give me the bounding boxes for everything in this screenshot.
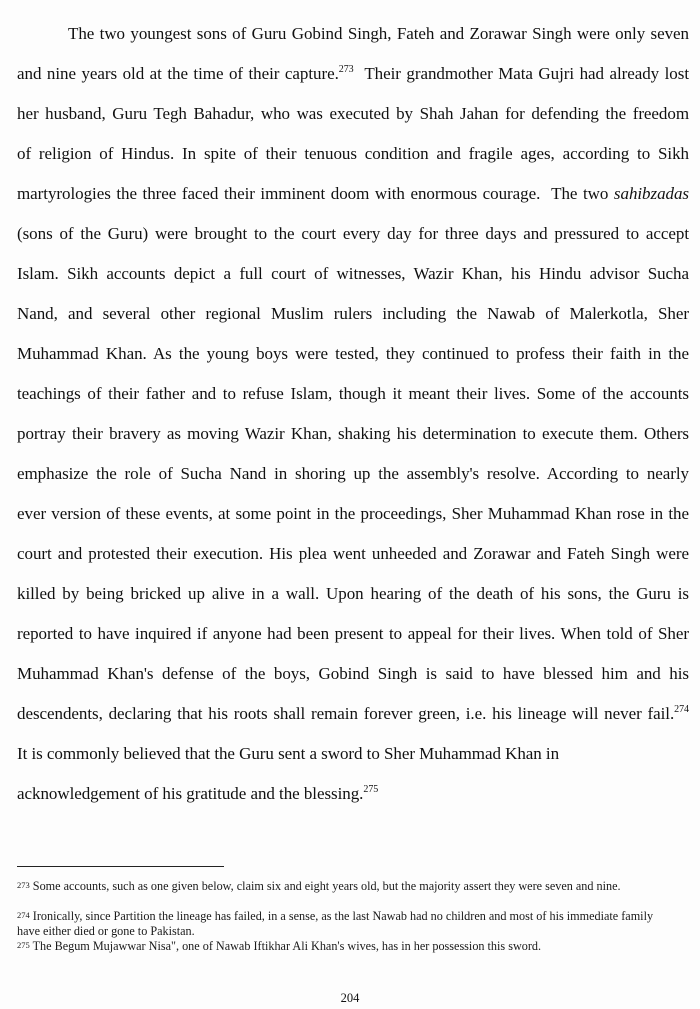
body-line-12 [17, 464, 689, 484]
footnote-ref-273[interactable]: 273 [338, 64, 354, 75]
footnote-275 [17, 938, 677, 954]
footnote-separator [17, 866, 224, 867]
line-text: ever version of these events, at some point in the proceedings, Sher Muhammad Khan rose in the [17, 504, 689, 523]
footnote-ref-274[interactable]: 274 [674, 704, 689, 715]
line-text: teachings of their father and to refuse Islam, though it meant their lives. Some of the accounts [17, 384, 689, 403]
footnote-number: 275 [17, 940, 30, 950]
line-text: killed by being bricked up alive in a wall. Upon hearing of the death of his sons, the Guru is [17, 584, 689, 603]
body-line-20 [17, 784, 689, 804]
line-text: Muhammad Khan's defense of the boys, Gobind Singh is said to have blessed him and his [17, 664, 689, 683]
body-line-3 [17, 104, 689, 124]
body-line-5 [17, 184, 689, 204]
line-text: reported to have inquired if anyone had been present to appeal for their lives. When told of Sher [17, 624, 689, 643]
body-line-11 [17, 424, 689, 444]
line-text: court and protested their execution. His plea went unheeded and Zorawar and Fateh Singh were [17, 544, 689, 563]
line-text: portray their bravery as moving Wazir Khan, shaking his determination to execute them. Others [17, 424, 689, 443]
body-line-14 [17, 544, 689, 564]
line-text: of religion of Hindus. In spite of their tenuous condition and fragile ages, according to Sikh [17, 144, 689, 163]
line-text: martyrologies the three faced their imminent doom with enormous courage. The two [17, 184, 614, 203]
line-text: descendents, declaring that his roots shall remain forever green, i.e. his lineage will never fail. [17, 704, 675, 723]
footnote-274 [17, 908, 677, 939]
body-line-2 [17, 64, 689, 84]
line-text: (sons of the Guru) were brought to the court every day for three days and pressured to accept [17, 224, 689, 243]
body-line-7 [17, 264, 689, 284]
footnote-ref-275[interactable]: 275 [363, 784, 379, 795]
body-line-19 [17, 744, 689, 764]
footnote-number: 274 [17, 910, 30, 920]
line-text: Muhammad Khan. As the young boys were tested, they continued to profess their faith in the [17, 344, 689, 363]
line-text: her husband, Guru Tegh Bahadur, who was executed by Shah Jahan for defending the freedom [17, 104, 689, 123]
body-line-6 [17, 224, 689, 244]
body-line-8 [17, 304, 689, 324]
footnote-text: Ironically, since Partition the lineage has failed, in a sense, as the last Nawab had no children and most of his immediate family have either died or gone to Pakistan. [17, 909, 654, 938]
body-line-13 [17, 504, 689, 524]
footnote-text: The Begum Mujawwar Nisa", one of Nawab Iftikhar Ali Khan's wives, has in her possession this sword. [29, 939, 542, 953]
footnote-text: Some accounts, such as one given below, claim six and eight years old, but the majority assert they were seven and nine. [29, 879, 621, 893]
body-line-1 [17, 24, 689, 44]
body-line-16 [17, 624, 689, 644]
page-number: 204 [340, 991, 360, 1005]
line-text: Islam. Sikh accounts depict a full court of witnesses, Wazir Khan, his Hindu advisor Sucha [17, 264, 689, 283]
line-text: The two youngest sons of Guru Gobind Singh, Fateh and Zorawar Singh were only seven [68, 24, 689, 43]
line-text: and nine years old at the time of their capture. [17, 64, 339, 83]
line-text: Their grandmother Mata Gujri had already lost [353, 64, 689, 83]
body-line-4 [17, 144, 689, 164]
line-text: emphasize the role of Sucha Nand in shoring up the assembly's resolve. According to nearly [17, 464, 689, 483]
line-text: Nand, and several other regional Muslim rulers including the Nawab of Malerkotla, Sher [17, 304, 689, 323]
body-line-10 [17, 384, 689, 404]
body-line-17 [17, 664, 689, 684]
footnote-273 [17, 878, 677, 894]
line-text: acknowledgement of his gratitude and the blessing. [17, 784, 364, 803]
italic-term: sahibzadas [613, 184, 689, 203]
body-line-15 [17, 584, 689, 604]
line-text: It is commonly believed that the Guru sent a sword to Sher Muhammad Khan in [17, 744, 560, 763]
body-line-18 [17, 704, 689, 724]
body-line-9 [17, 344, 689, 364]
footnote-number: 273 [17, 880, 30, 890]
